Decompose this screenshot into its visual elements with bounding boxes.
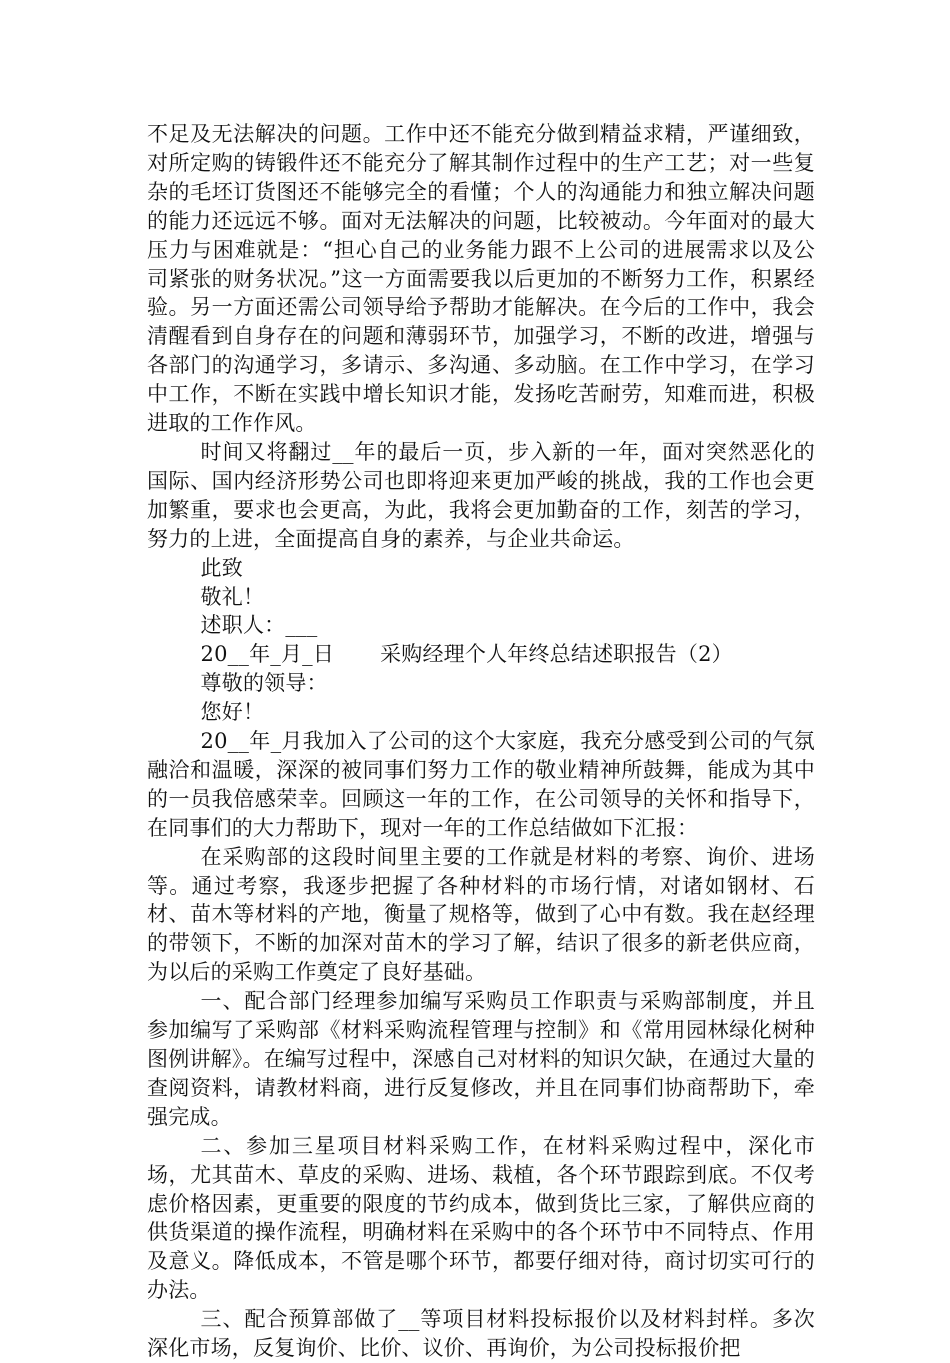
paragraph: 不足及无法解决的问题。工作中还不能充分做到精益求精，严谨细致，对所定购的铸锻件还不能充分了解其制作过程中的生产工艺；对一些复杂的毛坯订货图还不能够完全的看懂；个人的沟通能力和独立解决问题的能力还远远不够。面对无法解决的问题，比较被动。今年面对的最大压力与困难就是：“担心自己的业务能力跟不上公司的进展需求以及公司紧张的财务状况。”这一方面需要我以后更加的不断努力工作，积累经验。另一方面还需公司领导给予帮助才能解决。在今后的工作中，我会清醒看到自身存在的问题和薄弱环节，加强学习，不断的改进，增强与各部门的沟通学习，多请示、多沟通、多动脑。在工作中学习，在学习中工作，不断在实践中增长知识才能，发扬吃苦耐劳，知难而进，积极进取的工作作风。 — [147, 122, 815, 436]
closing-salutation: 此致 — [200, 555, 243, 580]
reporter-signature: 述职人：___ — [200, 613, 318, 638]
date-line: 20__年_月_日 — [200, 642, 335, 667]
date-and-title-line — [147, 640, 815, 669]
closing-regards: 敬礼！ — [200, 584, 265, 609]
greeting-hello: 您好！ — [200, 700, 265, 725]
paragraph: 20__年_月我加入了公司的这个大家庭，我充分感受到公司的气氛融洽和温暖，深深的被同事们努力工作的敬业精神所鼓舞，能成为其中的一员我倍感荣幸。回顾这一年的工作，在公司领导的关怀和指导下，在同事们的大力帮助下，现对一年的工作总结做如下汇报： — [147, 729, 815, 840]
paragraph: 在采购部的这段时间里主要的工作就是材料的考察、询价、进场等。通过考察，我逐步把握了各种材料的市场行情，对诸如钢材、石材、苗木等材料的产地，衡量了规格等，做到了心中有数。我在赵经理的带领下，不断的加深对苗木的学习了解，结识了很多的新老供应商，为以后的采购工作奠定了良好基础。 — [147, 844, 815, 985]
greeting: 尊敬的领导： — [200, 671, 328, 696]
paragraph: 二、参加三星项目材料采购工作，在材料采购过程中，深化市场，尤其苗木、草皮的采购、进场、栽植，各个环节跟踪到底。不仅考虑价格因素，更重要的限度的节约成本，做到货比三家，了解供应商的供货渠道的操作流程，明确材料在采购中的各个环节中不同特点、作用及意义。降低成本，不管是哪个环节，都要仔细对待，商讨切实可行的办法。 — [147, 1133, 815, 1303]
paragraph: 一、配合部门经理参加编写采购员工作职责与采购部制度，并且参加编写了采购部《材料采购流程管理与控制》和《常用园林绿化树种图例讲解》。在编写过程中，深感自己对材料的知识欠缺，在通过大量的查阅资料，请教材料商，进行反复修改，并且在同事们协商帮助下，牵强完成。 — [147, 989, 815, 1129]
document-body — [147, 120, 815, 1363]
paragraph: 时间又将翻过__年的最后一页，步入新的一年，面对突然恶化的国际、国内经济形势公司也即将迎来更加严峻的挑战，我的工作也会更加繁重，要求也会更高，为此，我将会更加勤奋的工作，刻苦的学习，努力的上进，全面提高自身的素养，与企业共命运。 — [147, 439, 815, 551]
section-title: 采购经理个人年终总结述职报告（2） — [380, 642, 733, 667]
paragraph: 三、配合预算部做了__等项目材料投标报价以及材料封样。多次深化市场，反复询价、比价、议价、再询价，为公司投标报价把 — [147, 1307, 815, 1361]
